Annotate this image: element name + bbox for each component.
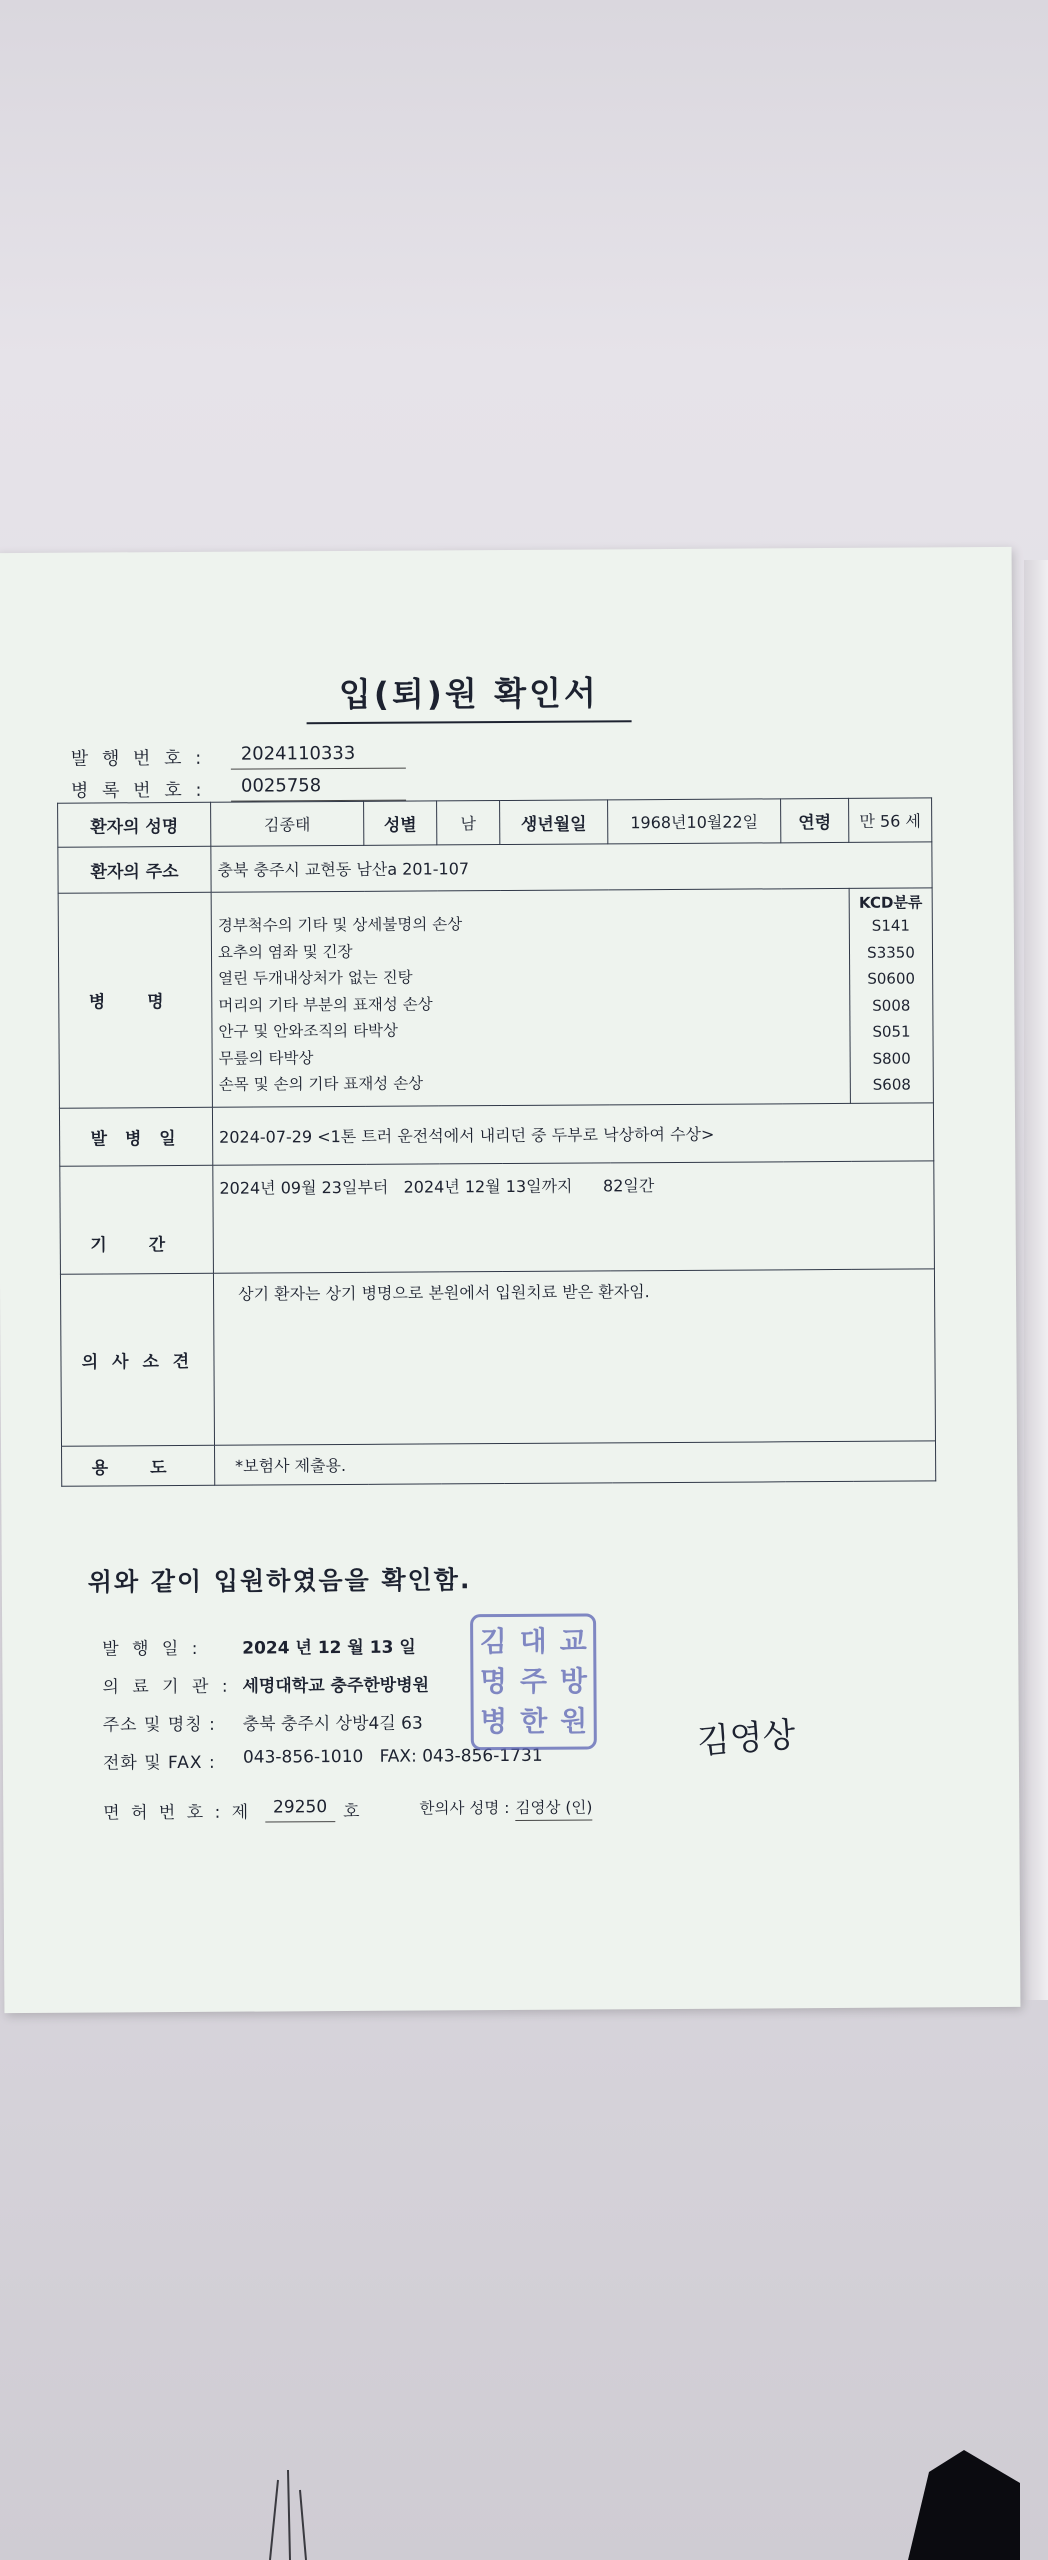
diagnosis-item: 열린 두개내상처가 없는 진탕 bbox=[218, 968, 413, 988]
seal-char: 한 bbox=[520, 1704, 548, 1738]
diagnosis-label: 병 명 bbox=[58, 892, 212, 1107]
patient-name: 김종태 bbox=[211, 801, 364, 846]
kcd-code: S608 bbox=[872, 1075, 911, 1094]
seal-char: 교 bbox=[559, 1624, 587, 1658]
doctor-signature: 김영상 bbox=[695, 1714, 797, 1763]
license-label: 면 허 번 호 : 제 bbox=[103, 1802, 252, 1824]
seal-char: 명 bbox=[479, 1665, 508, 1699]
institution-row bbox=[102, 1670, 429, 1697]
phone-label: 전화 및 FAX : bbox=[102, 1752, 216, 1774]
issue-number-label: 발 행 번 호 : bbox=[70, 747, 206, 770]
issue-number-row bbox=[71, 743, 406, 771]
license-row bbox=[103, 1795, 592, 1823]
issue-date: 2024 년 12 월 13 일 bbox=[242, 1637, 416, 1659]
diagnosis-item: 요추의 염좌 및 긴장 bbox=[217, 942, 353, 962]
seal-char: 병 bbox=[480, 1705, 508, 1739]
seal-char: 주 bbox=[519, 1664, 548, 1698]
adjacent-paper-edge bbox=[1024, 560, 1048, 2000]
issue-date-row bbox=[102, 1633, 416, 1660]
opinion-value: 상기 환자는 상기 병명으로 본원에서 입원치료 받은 환자임. bbox=[213, 1268, 935, 1444]
sex-value: 남 bbox=[437, 801, 500, 845]
issue-number: 2024110333 bbox=[231, 743, 406, 770]
diagnosis-list bbox=[211, 888, 850, 1106]
confirmation-table bbox=[57, 797, 936, 1486]
kcd-code: S3350 bbox=[867, 943, 915, 962]
onset-value: 2024-07-29 <1톤 트러 운전석에서 내리던 중 두부로 낙상하여 수상> bbox=[212, 1102, 933, 1164]
patient-name-label: 환자의 성명 bbox=[58, 802, 211, 847]
license-suffix: 호 bbox=[343, 1801, 360, 1823]
phone-row bbox=[103, 1746, 543, 1774]
diagnosis-item: 무릎의 타박상 bbox=[218, 1048, 314, 1068]
record-number-row bbox=[71, 775, 406, 803]
institution-label: 의 료 기 관 : bbox=[102, 1676, 232, 1698]
hospital-address: 충북 충주시 상방4길 63 bbox=[242, 1713, 423, 1735]
doctor-name: 김영상 (인) bbox=[515, 1795, 592, 1820]
license-number: 29250 bbox=[265, 1797, 335, 1822]
cable-shadow bbox=[260, 2440, 320, 2560]
kcd-code: S051 bbox=[872, 1022, 911, 1041]
sex-label: 성별 bbox=[364, 801, 437, 845]
diagnosis-item: 머리의 기타 부분의 표재성 손상 bbox=[218, 994, 433, 1015]
onset-label: 발 병 일 bbox=[59, 1107, 212, 1166]
record-number-label: 병 록 번 호 : bbox=[70, 779, 206, 802]
institution-name: 세명대학교 충주한방병원 bbox=[242, 1675, 430, 1697]
hospital-address-label: 주소 및 명칭 : bbox=[102, 1714, 216, 1736]
diagnosis-item: 안구 및 안와조직의 타박상 bbox=[218, 1021, 399, 1041]
purpose-label: 용 도 bbox=[62, 1445, 215, 1486]
doctor-label: 한의사 성명 : bbox=[419, 1799, 510, 1818]
confirmation-statement: 위와 같이 입원하였음을 확인함. bbox=[87, 1565, 472, 1597]
seal-char: 원 bbox=[560, 1704, 588, 1738]
period-label: 기 간 bbox=[60, 1165, 214, 1274]
address-row bbox=[103, 1709, 423, 1736]
opinion-label: 의 사 소 견 bbox=[60, 1273, 214, 1446]
hospital-seal-stamp bbox=[470, 1613, 597, 1750]
document-title: 입(퇴)원 확인서 bbox=[306, 667, 631, 724]
kcd-code: S800 bbox=[872, 1049, 911, 1068]
seal-char: 방 bbox=[559, 1664, 588, 1698]
period-value: 2024년 09월 23일부터 2024년 12월 13일까지 82일간 bbox=[213, 1160, 935, 1272]
dark-object-corner bbox=[880, 2450, 1020, 2560]
birth-label: 생년월일 bbox=[500, 800, 608, 845]
patient-address: 충북 충주시 교현동 남산a 201-107 bbox=[211, 842, 932, 892]
seal-char: 대 bbox=[519, 1624, 547, 1658]
record-number: 0025758 bbox=[231, 775, 406, 802]
kcd-codes bbox=[849, 888, 933, 1103]
kcd-header: KCD분류 bbox=[858, 893, 923, 912]
age-label: 연령 bbox=[781, 798, 849, 842]
purpose-value: *보험사 제출용. bbox=[215, 1440, 936, 1484]
issue-date-label: 발 행 일 : bbox=[102, 1638, 202, 1660]
age-value: 만 56 세 bbox=[849, 798, 932, 843]
kcd-code: S008 bbox=[872, 996, 911, 1015]
document-sheet bbox=[0, 547, 1020, 2013]
birth-date: 1968년10월22일 bbox=[608, 799, 781, 844]
address-label: 환자의 주소 bbox=[58, 846, 211, 893]
kcd-code: S141 bbox=[871, 916, 910, 935]
diagnosis-item: 경부척수의 기타 및 상세불명의 손상 bbox=[217, 915, 463, 935]
seal-char: 김 bbox=[479, 1625, 507, 1659]
diagnosis-item: 손목 및 손의 기타 표재성 손상 bbox=[218, 1074, 424, 1094]
phone-fax: 043-856-1010 FAX: 043-856-1731 bbox=[242, 1745, 543, 1768]
kcd-code: S0600 bbox=[867, 969, 916, 988]
